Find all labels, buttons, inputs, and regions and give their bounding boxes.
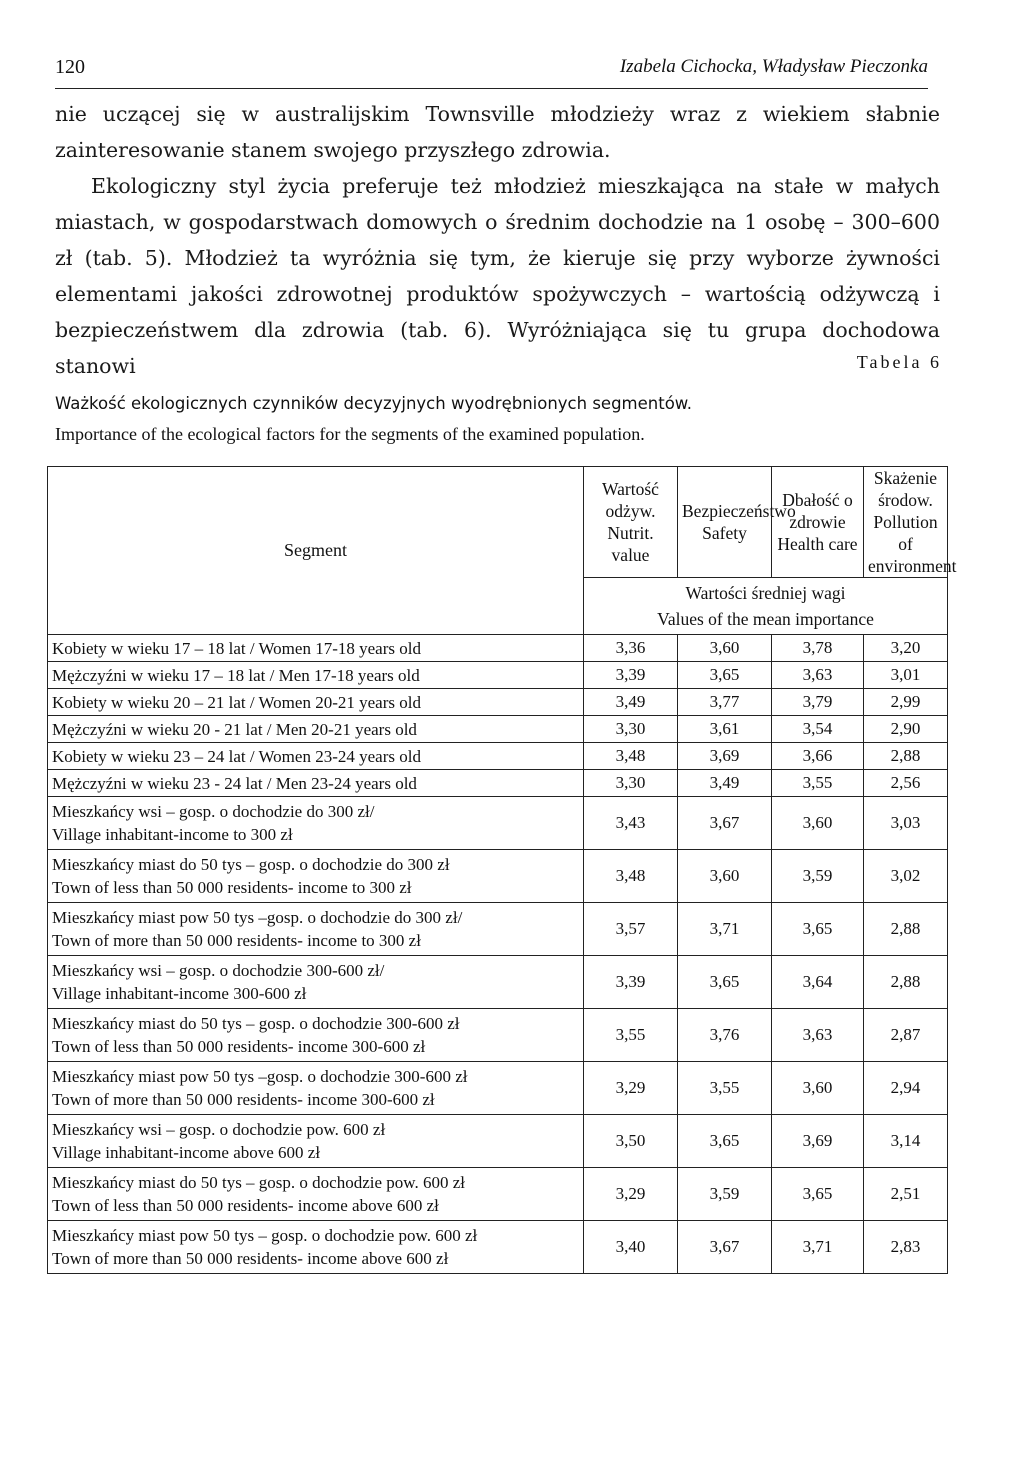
value-cell: 3,60: [678, 635, 772, 662]
value-cell: 3,65: [772, 903, 864, 956]
segment-label-pl: Mieszkańcy miast pow 50 tys –gosp. o dochodzie do 300 zł/: [52, 908, 463, 927]
value-cell: 3,36: [584, 635, 678, 662]
value-cell: 3,66: [772, 743, 864, 770]
table-row: [48, 770, 948, 797]
column-header-pl: Dbałość o zdrowie: [782, 490, 853, 532]
table-row: [48, 689, 948, 716]
value-cell: 3,03: [864, 797, 948, 850]
segment-label-en: Town of less than 50 000 residents- income above 600 zł: [52, 1196, 439, 1215]
value-cell: 3,02: [864, 850, 948, 903]
segment-label-pl: Kobiety w wieku 17 – 18 lat / Women 17-18 years old: [52, 638, 421, 658]
value-cell: 2,83: [864, 1221, 948, 1274]
segment-cell: [48, 956, 584, 1009]
running-head-authors: Izabela Cichocka, Władysław Pieczonka: [619, 56, 928, 77]
segment-label-en: Village inhabitant-income to 300 zł: [52, 825, 293, 844]
value-cell: 3,60: [678, 850, 772, 903]
segment-label-pl: Kobiety w wieku 20 – 21 lat / Women 20-21 years old: [52, 692, 421, 712]
value-cell: 3,29: [584, 1062, 678, 1115]
value-cell: 3,55: [584, 1009, 678, 1062]
paragraph: nie uczącej się w australijskim Townsville młodzieży wraz z wiekiem słabnie zainteresowanie stanem swojego przyszłego zdrowia.: [55, 102, 940, 162]
value-cell: 3,60: [772, 1062, 864, 1115]
segment-cell: [48, 743, 584, 770]
value-cell: 3,59: [772, 850, 864, 903]
value-cell: 3,57: [584, 903, 678, 956]
segment-cell: [48, 1009, 584, 1062]
value-cell: 3,59: [678, 1168, 772, 1221]
segment-cell: [48, 903, 584, 956]
column-header: [678, 467, 796, 578]
value-cell: 3,14: [864, 1115, 948, 1168]
table-caption-english: Importance of the ecological factors for the segments of the examined population.: [55, 424, 645, 444]
value-cell: 2,90: [864, 716, 948, 743]
segment-cell: [48, 1115, 584, 1168]
table-row: [48, 716, 948, 743]
value-cell: 3,60: [772, 797, 864, 850]
units-header: [584, 578, 948, 635]
table-caption-polish: Ważkość ekologicznych czynników decyzyjnych wyodrębnionych segmentów.: [55, 394, 693, 413]
segment-label-pl: Mężczyźni w wieku 23 - 24 lat / Men 23-24 years old: [52, 773, 417, 793]
table-row: [48, 1168, 948, 1221]
value-cell: 3,49: [584, 689, 678, 716]
segment-label-pl: Mieszkańcy miast do 50 tys – gosp. o dochodzie pow. 600 zł: [52, 1173, 465, 1192]
segment-cell: [48, 635, 584, 662]
value-cell: 3,65: [678, 662, 772, 689]
paragraph: Ekologiczny styl życia preferuje też młodzież mieszkająca na stałe w małych miastach, w gospodarstwach domowych o średnim dochodzie na 1 osobę – 300–600 zł (tab. 5). Młodzież ta wyróżnia się tym, że kieruje się przy wyborze żywności elementami jakości zdrowotnej produktów spożywczych – wartością odżywczą i bezpieczeństwem dla zdrowia (tab. 6). Wyróżniająca się tu grupa dochodowa stanowi: [55, 174, 940, 378]
segment-label-pl: Mężczyźni w wieku 17 – 18 lat / Men 17-18 years old: [52, 665, 420, 685]
value-cell: 3,67: [678, 1221, 772, 1274]
segment-cell: [48, 716, 584, 743]
segment-label-pl: Kobiety w wieku 23 – 24 lat / Women 23-24 years old: [52, 746, 421, 766]
value-cell: 3,48: [584, 850, 678, 903]
table-row: [48, 850, 948, 903]
segment-label-pl: Mieszkańcy miast pow 50 tys – gosp. o dochodzie pow. 600 zł: [52, 1226, 478, 1245]
column-header-pl: Wartość odżyw.: [602, 479, 659, 521]
value-cell: 3,54: [772, 716, 864, 743]
units-header-pl: Wartości średniej wagi: [685, 583, 846, 603]
value-cell: 2,87: [864, 1009, 948, 1062]
value-cell: 3,39: [584, 956, 678, 1009]
value-cell: 3,64: [772, 956, 864, 1009]
segment-label-en: Town of more than 50 000 residents- income 300-600 zł: [52, 1090, 435, 1109]
column-header: [864, 467, 957, 578]
segment-label-en: Town of less than 50 000 residents- income to 300 zł: [52, 878, 412, 897]
segment-label-pl: Mieszkańcy wsi – gosp. o dochodzie 300-600 zł/: [52, 961, 385, 980]
value-cell: 3,65: [772, 1168, 864, 1221]
segment-label-pl: Mieszkańcy miast do 50 tys – gosp. o dochodzie do 300 zł: [52, 855, 450, 874]
page-number: 120: [55, 56, 85, 78]
table-row: [48, 1221, 948, 1274]
segment-cell: [48, 1168, 584, 1221]
body-text: [55, 96, 940, 384]
value-cell: 2,88: [864, 956, 948, 1009]
value-cell: 3,69: [772, 1115, 864, 1168]
value-cell: 3,30: [584, 770, 678, 797]
value-cell: 3,71: [678, 903, 772, 956]
segment-label-en: Town of less than 50 000 residents- income 300-600 zł: [52, 1037, 426, 1056]
segment-cell: [48, 850, 584, 903]
segment-cell: [48, 689, 584, 716]
segment-cell: [48, 1221, 584, 1274]
table-row: [48, 797, 948, 850]
segment-label-pl: Mieszkańcy wsi – gosp. o dochodzie do 300 zł/: [52, 802, 375, 821]
segment-label-pl: Mieszkańcy miast do 50 tys – gosp. o dochodzie 300-600 zł: [52, 1014, 460, 1033]
table-row: [48, 903, 948, 956]
value-cell: 2,88: [864, 903, 948, 956]
column-header-en: Health care: [777, 534, 858, 554]
importance-table: [47, 466, 957, 1274]
table-row: [48, 662, 948, 689]
table-row: [48, 956, 948, 1009]
segment-label-en: Town of more than 50 000 residents- income above 600 zł: [52, 1249, 449, 1268]
column-header: [584, 467, 678, 578]
value-cell: 3,55: [678, 1062, 772, 1115]
table-body: [48, 635, 948, 1274]
value-cell: 3,76: [678, 1009, 772, 1062]
table-row: [48, 743, 948, 770]
value-cell: 3,63: [772, 1009, 864, 1062]
segment-cell: [48, 797, 584, 850]
value-cell: 3,50: [584, 1115, 678, 1168]
value-cell: 3,40: [584, 1221, 678, 1274]
value-cell: 3,48: [584, 743, 678, 770]
column-header-pl: Skażenie środow.: [873, 468, 938, 510]
value-cell: 3,39: [584, 662, 678, 689]
value-cell: 2,51: [864, 1168, 948, 1221]
column-header-en: Pollution of environment: [868, 512, 957, 576]
table-row: [48, 635, 948, 662]
value-cell: 3,61: [678, 716, 772, 743]
segment-label-en: Town of more than 50 000 residents- income to 300 zł: [52, 931, 421, 950]
segment-label-en: Village inhabitant-income above 600 zł: [52, 1143, 321, 1162]
value-cell: 3,77: [678, 689, 772, 716]
value-cell: 3,65: [678, 956, 772, 1009]
table-row: [48, 1009, 948, 1062]
value-cell: 3,20: [864, 635, 948, 662]
value-cell: 3,29: [584, 1168, 678, 1221]
value-cell: 3,71: [772, 1221, 864, 1274]
value-cell: 3,63: [772, 662, 864, 689]
value-cell: 3,30: [584, 716, 678, 743]
value-cell: 3,65: [678, 1115, 772, 1168]
column-header-en: Safety: [702, 523, 747, 543]
value-cell: 3,69: [678, 743, 772, 770]
value-cell: 2,99: [864, 689, 948, 716]
value-cell: 3,78: [772, 635, 864, 662]
table-label: Tabela 6: [856, 352, 942, 372]
value-cell: 3,79: [772, 689, 864, 716]
value-cell: 3,01: [864, 662, 948, 689]
column-header-en: Nutrit. value: [607, 523, 654, 565]
column-header-pl: Bezpieczeństwo: [682, 501, 796, 521]
segment-cell: [48, 770, 584, 797]
units-header-en: Values of the mean importance: [657, 609, 874, 629]
value-cell: 3,55: [772, 770, 864, 797]
value-cell: 2,94: [864, 1062, 948, 1115]
value-cell: 2,88: [864, 743, 948, 770]
page-header: [55, 52, 928, 89]
segment-label-pl: Mieszkańcy wsi – gosp. o dochodzie pow. 600 zł: [52, 1120, 386, 1139]
column-header: [772, 467, 864, 578]
segment-label-pl: Mieszkańcy miast pow 50 tys –gosp. o dochodzie 300-600 zł: [52, 1067, 468, 1086]
segment-header: Segment: [48, 467, 584, 635]
value-cell: 3,43: [584, 797, 678, 850]
segment-label-en: Village inhabitant-income 300-600 zł: [52, 984, 307, 1003]
segment-cell: [48, 1062, 584, 1115]
value-cell: 2,56: [864, 770, 948, 797]
segment-cell: [48, 662, 584, 689]
table-row: [48, 1062, 948, 1115]
value-cell: 3,67: [678, 797, 772, 850]
segment-label-pl: Mężczyźni w wieku 20 - 21 lat / Men 20-21 years old: [52, 719, 417, 739]
table-row: [48, 1115, 948, 1168]
value-cell: 3,49: [678, 770, 772, 797]
